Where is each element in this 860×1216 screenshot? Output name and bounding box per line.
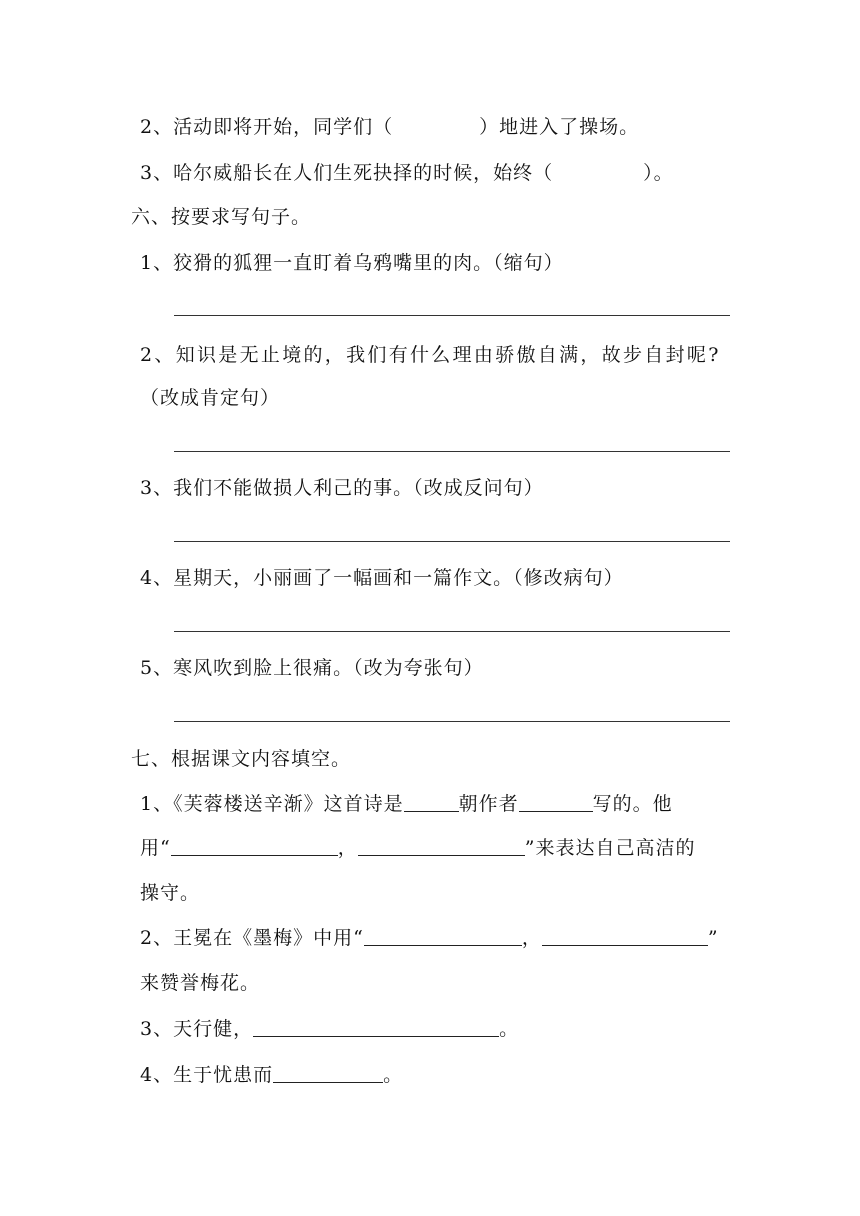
question-7-3-text: 3、天行健， — [140, 1018, 254, 1040]
question-7-1-text: 写的。他 — [592, 793, 673, 815]
question-6-2-line1: 2、知识是无止境的，我们有什么理由骄傲自满，故步自封呢? — [140, 344, 721, 366]
question-6-3: 3、我们不能做损人利己的事。（改成反问句） — [140, 477, 544, 499]
question-5-2-text: 2、活动即将开始，同学们（ — [140, 116, 394, 138]
question-7-4 — [140, 1063, 403, 1087]
question-7-2-line1 — [140, 926, 719, 950]
blank-verse-2[interactable] — [358, 837, 525, 856]
section-7-heading: 七、根据课文内容填空。 — [131, 748, 352, 770]
question-7-1-line2 — [140, 836, 695, 860]
question-7-1-line3: 操守。 — [140, 882, 201, 904]
question-5-2-text-end: ）地进入了操场。 — [479, 116, 640, 138]
answer-line[interactable] — [174, 315, 730, 316]
blank-verse[interactable] — [253, 1018, 499, 1037]
question-7-3 — [140, 1017, 519, 1041]
question-7-3-text: 。 — [499, 1018, 520, 1040]
answer-line[interactable] — [174, 451, 730, 452]
question-5-3-text-end: ）。 — [643, 162, 674, 184]
blank-author[interactable] — [519, 793, 593, 812]
question-7-4-text: 。 — [383, 1064, 404, 1086]
blank-dynasty[interactable] — [404, 793, 459, 812]
question-7-1-text: ”来表达自己高洁的 — [524, 837, 696, 859]
question-5-3 — [140, 161, 674, 185]
question-7-1-text: 朝作者 — [458, 793, 519, 815]
blank-verse-2[interactable] — [542, 927, 708, 946]
answer-line[interactable] — [174, 721, 730, 722]
question-5-2 — [140, 115, 639, 139]
question-7-2-line2: 来赞誉梅花。 — [140, 972, 261, 994]
question-7-4-text: 4、生于忧患而 — [140, 1064, 274, 1086]
question-6-5: 5、寒风吹到脸上很痛。（改为夸张句） — [140, 657, 484, 679]
blank-verse[interactable] — [273, 1064, 383, 1083]
question-7-1-text: ， — [337, 837, 358, 859]
question-7-2-text: ” — [707, 927, 719, 949]
answer-line[interactable] — [174, 631, 730, 632]
question-7-2-text: 2、王冕在《墨梅》中用“ — [140, 927, 364, 949]
section-6-heading: 六、按要求写句子。 — [131, 206, 312, 228]
question-7-1-line1 — [140, 792, 673, 816]
question-6-1: 1、狡猾的狐狸一直盯着乌鸦嘴里的肉。（缩句） — [140, 252, 564, 274]
answer-line[interactable] — [174, 541, 730, 542]
question-6-4: 4、星期天，小丽画了一幅画和一篇作文。（修改病句） — [140, 567, 624, 589]
question-5-3-text: 3、哈尔威船长在人们生死抉择的时候，始终（ — [140, 162, 554, 184]
question-6-2-line2: （改成肯定句） — [140, 387, 281, 409]
blank-verse-1[interactable] — [171, 837, 338, 856]
question-7-1-text: 用“ — [140, 837, 171, 859]
question-7-2-text: ， — [521, 927, 542, 949]
question-7-1-text: 1、《芙蓉楼送辛渐》这首诗是 — [140, 793, 404, 815]
blank-verse-1[interactable] — [364, 927, 522, 946]
